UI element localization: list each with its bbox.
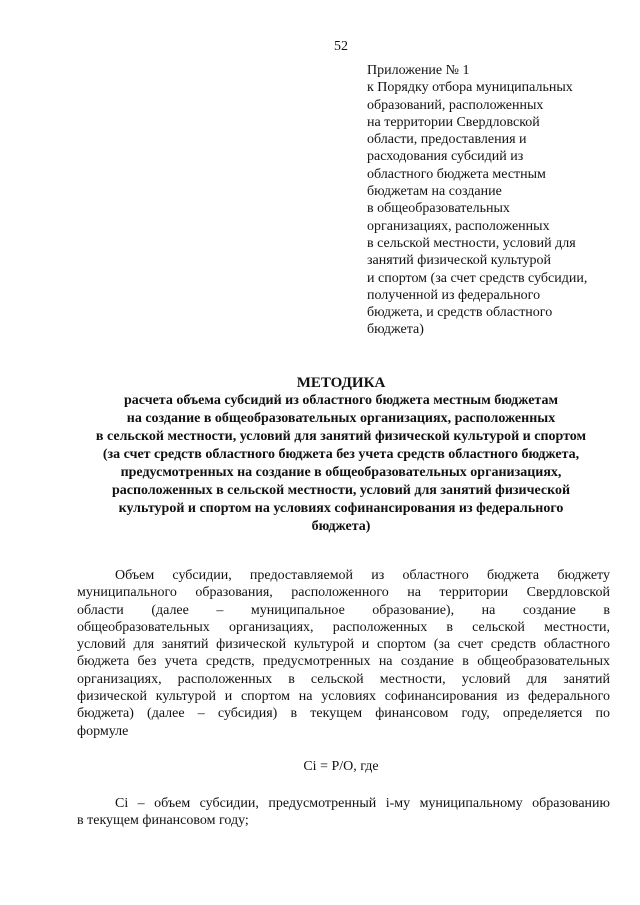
appendix-block [367,62,627,339]
title-line: расположенных в сельской местности, условий для занятий физической [111,483,571,498]
title-line: (за счет средств областного бюджета без учета средств областного бюджета, [102,447,580,462]
paragraph-line: общеобразовательных организациях, расположенных в сельской местности, [77,619,610,635]
title-line: на создание в общеобразовательных организациях, расположенных [126,411,556,426]
appendix-line: организациях, расположенных [367,218,550,234]
title-line: бюджета) [311,519,371,534]
paragraph-line: организациях, расположенных в сельской местности, условий для занятий [77,671,610,687]
title-line: расчета объема субсидий из областного бюджета местным бюджетам [123,393,559,408]
appendix-line: на территории Свердловской [367,114,540,130]
appendix-line: бюджетам на создание [367,184,502,200]
appendix-line: в сельской местности, условий для [367,235,576,251]
title-line: культурой и спортом на условиях софинансирования из федерального [118,501,564,516]
appendix-line: в общеобразовательных [367,201,510,217]
appendix-line: и спортом (за счет средств субсидии, [367,270,588,286]
paragraph-line: Объем субсидии, предоставляемой из областного бюджета бюджету [115,568,610,583]
appendix-line: полученной из федерального [367,287,541,303]
document-title [60,374,622,536]
page-number: 52 [334,39,348,54]
appendix-line: образований, расположенных [367,97,544,113]
appendix-line: к Порядку отбора муниципальных [367,80,573,96]
appendix-line: Приложение № 1 [367,63,470,78]
appendix-line: занятий физической культурой [367,253,552,269]
appendix-line: расходования субсидий из [367,149,524,165]
appendix-line: областного бюджета местным [367,166,546,182]
paragraph-line: области (далее – муниципальное образование), на создание в [77,602,610,618]
title-line: предусмотренных на создание в общеобразовательных организациях, [120,465,562,480]
title-line: в сельской местности, условий для занятий физической культурой и спортом [95,429,587,444]
formula: Сi = Р/О, где [303,759,379,774]
paragraph-line: физической культурой и спортом на условиях софинансирования из федерального [77,689,610,705]
title-heading: МЕТОДИКА [296,375,386,391]
appendix-line: бюджета) [367,322,424,338]
paragraph-line: бюджета без учета средств, предусмотренных на создание в общеобразовательных [77,654,610,670]
paragraph-line: муниципального образования, расположенного на территории Свердловской [77,585,610,601]
appendix-line: бюджета, и средств областного [367,305,553,321]
paragraph-line: формуле [77,723,129,739]
paragraph-variable-definition [77,795,610,830]
paragraph-line: Сi – объем субсидии, предусмотренный i-му муниципальному образованию [115,796,610,811]
paragraph-line: условий для занятий физической культурой и спортом (за счет средств областного [77,637,610,653]
paragraph-line: бюджета) (далее – субсидия) в текущем финансовом году, определяется по [77,706,610,722]
appendix-line: области, предоставления и [367,132,527,148]
paragraph-line: в текущем финансовом году; [77,813,249,829]
paragraph-subsidy-definition [77,567,610,740]
